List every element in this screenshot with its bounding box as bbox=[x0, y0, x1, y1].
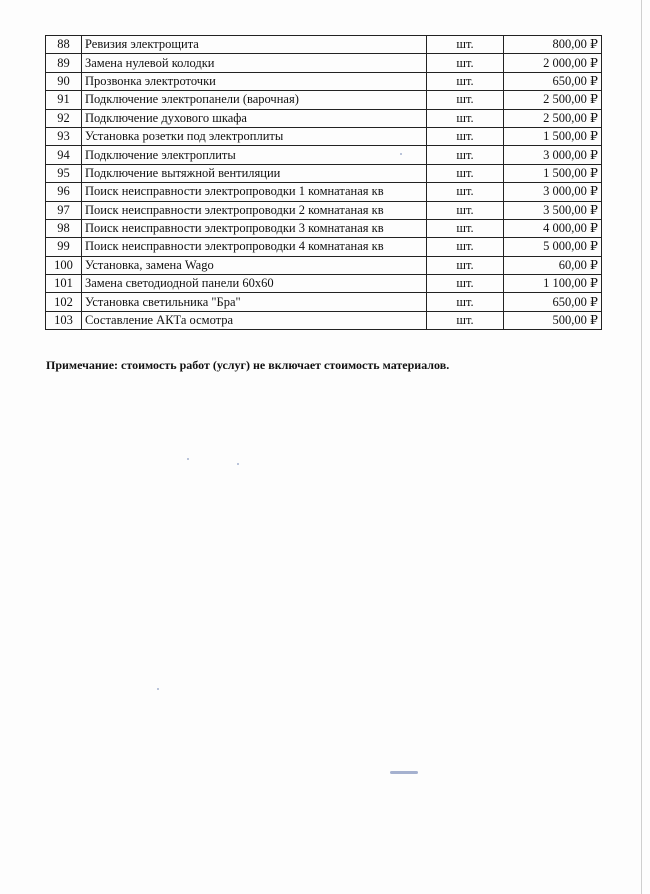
price: 5 000,00 ₽ bbox=[504, 238, 602, 256]
unit: шт. bbox=[427, 256, 504, 274]
price: 2 000,00 ₽ bbox=[504, 54, 602, 72]
table-row bbox=[46, 146, 602, 164]
unit: шт. bbox=[427, 183, 504, 201]
row-number: 97 bbox=[46, 201, 82, 219]
unit: шт. bbox=[427, 164, 504, 182]
service-name: Установка, замена Wago bbox=[82, 256, 427, 274]
scan-speck bbox=[400, 153, 402, 155]
unit: шт. bbox=[427, 219, 504, 237]
service-name: Составление АКТа осмотра bbox=[82, 311, 427, 329]
table-row bbox=[46, 201, 602, 219]
row-number: 95 bbox=[46, 164, 82, 182]
unit: шт. bbox=[427, 72, 504, 90]
unit: шт. bbox=[427, 275, 504, 293]
row-number: 92 bbox=[46, 109, 82, 127]
service-name: Ревизия электрощита bbox=[82, 36, 427, 54]
unit: шт. bbox=[427, 146, 504, 164]
materials-note: Примечание: стоимость работ (услуг) не включает стоимость материалов. bbox=[46, 358, 450, 372]
row-number: 90 bbox=[46, 72, 82, 90]
table-row bbox=[46, 164, 602, 182]
row-number: 88 bbox=[46, 36, 82, 54]
unit: шт. bbox=[427, 127, 504, 145]
unit: шт. bbox=[427, 109, 504, 127]
price: 500,00 ₽ bbox=[504, 311, 602, 329]
unit: шт. bbox=[427, 238, 504, 256]
scan-speck bbox=[237, 463, 239, 465]
row-number: 103 bbox=[46, 311, 82, 329]
scan-speck bbox=[390, 771, 418, 774]
price: 1 100,00 ₽ bbox=[504, 275, 602, 293]
row-number: 99 bbox=[46, 238, 82, 256]
row-number: 94 bbox=[46, 146, 82, 164]
table-row bbox=[46, 183, 602, 201]
row-number: 101 bbox=[46, 275, 82, 293]
service-name: Поиск неисправности электропроводки 2 комнатаная кв bbox=[82, 201, 427, 219]
price: 2 500,00 ₽ bbox=[504, 109, 602, 127]
service-name: Подключение духового шкафа bbox=[82, 109, 427, 127]
service-name: Прозвонка электроточки bbox=[82, 72, 427, 90]
service-name: Подключение электропанели (варочная) bbox=[82, 91, 427, 109]
scan-speck bbox=[187, 458, 189, 460]
service-name: Замена светодиодной панели 60х60 bbox=[82, 275, 427, 293]
service-name: Замена нулевой колодки bbox=[82, 54, 427, 72]
unit: шт. bbox=[427, 311, 504, 329]
service-name: Установка розетки под электроплиты bbox=[82, 127, 427, 145]
price: 1 500,00 ₽ bbox=[504, 164, 602, 182]
service-name: Подключение вытяжной вентиляции bbox=[82, 164, 427, 182]
price: 1 500,00 ₽ bbox=[504, 127, 602, 145]
unit: шт. bbox=[427, 36, 504, 54]
unit: шт. bbox=[427, 201, 504, 219]
table-row bbox=[46, 54, 602, 72]
table-row bbox=[46, 311, 602, 329]
unit: шт. bbox=[427, 54, 504, 72]
price: 3 000,00 ₽ bbox=[504, 183, 602, 201]
price: 3 500,00 ₽ bbox=[504, 201, 602, 219]
row-number: 96 bbox=[46, 183, 82, 201]
service-name: Подключение электроплиты bbox=[82, 146, 427, 164]
price: 60,00 ₽ bbox=[504, 256, 602, 274]
table-row bbox=[46, 127, 602, 145]
row-number: 98 bbox=[46, 219, 82, 237]
row-number: 89 bbox=[46, 54, 82, 72]
table-row bbox=[46, 256, 602, 274]
price: 4 000,00 ₽ bbox=[504, 219, 602, 237]
service-name: Поиск неисправности электропроводки 1 комнатаная кв bbox=[82, 183, 427, 201]
price: 650,00 ₽ bbox=[504, 72, 602, 90]
table-row bbox=[46, 275, 602, 293]
row-number: 102 bbox=[46, 293, 82, 311]
table-row bbox=[46, 36, 602, 54]
row-number: 93 bbox=[46, 127, 82, 145]
price-table bbox=[45, 35, 602, 330]
service-name: Установка светильника "Бра" bbox=[82, 293, 427, 311]
unit: шт. bbox=[427, 91, 504, 109]
service-name: Поиск неисправности электропроводки 4 комнатаная кв bbox=[82, 238, 427, 256]
price-table-body bbox=[46, 36, 602, 330]
unit: шт. bbox=[427, 293, 504, 311]
table-row bbox=[46, 72, 602, 90]
table-row bbox=[46, 293, 602, 311]
scan-edge bbox=[641, 0, 642, 894]
table-row bbox=[46, 91, 602, 109]
scan-speck bbox=[157, 688, 159, 690]
price: 650,00 ₽ bbox=[504, 293, 602, 311]
table-row bbox=[46, 238, 602, 256]
table-row bbox=[46, 219, 602, 237]
row-number: 100 bbox=[46, 256, 82, 274]
price: 2 500,00 ₽ bbox=[504, 91, 602, 109]
price: 800,00 ₽ bbox=[504, 36, 602, 54]
price: 3 000,00 ₽ bbox=[504, 146, 602, 164]
service-name: Поиск неисправности электропроводки 3 комнатаная кв bbox=[82, 219, 427, 237]
table-row bbox=[46, 109, 602, 127]
row-number: 91 bbox=[46, 91, 82, 109]
